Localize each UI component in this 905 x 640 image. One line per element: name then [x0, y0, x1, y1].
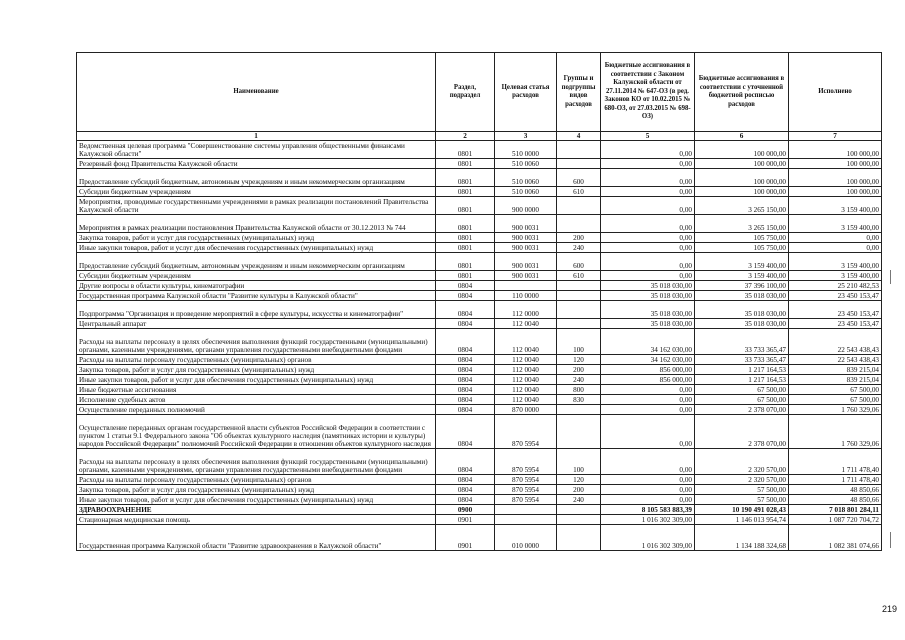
row-approved: 0,00 — [601, 415, 695, 449]
row-section: 0901 — [436, 525, 495, 551]
row-approved: 0,00 — [601, 385, 695, 395]
row-section: 0801 — [436, 233, 495, 243]
table-row — [77, 485, 882, 495]
row-section: 0801 — [436, 187, 495, 197]
row-refined: 100 000,00 — [695, 159, 789, 169]
row-section: 0804 — [436, 405, 495, 415]
row-name: Расходы на выплаты персоналу государственных (муниципальных) органов — [77, 355, 436, 365]
row-refined: 3 265 150,00 — [695, 197, 789, 215]
row-target: 900 0031 — [495, 233, 557, 243]
row-executed: 23 450 153,47 — [789, 301, 882, 319]
row-group: 600 — [557, 253, 601, 271]
header-refined: Бюджетные ассигнования в соответствии с уточненной бюджетной росписью расходов — [695, 53, 789, 132]
row-target: 870 5954 — [495, 475, 557, 485]
row-section: 0801 — [436, 271, 495, 281]
row-group — [557, 515, 601, 525]
row-approved: 0,00 — [601, 215, 695, 233]
table-row — [77, 475, 882, 485]
row-section: 0900 — [436, 505, 495, 515]
row-section: 0901 — [436, 515, 495, 525]
row-approved: 34 162 030,00 — [601, 329, 695, 355]
row-executed: 100 000,00 — [789, 141, 882, 159]
row-refined: 1 134 188 324,68 — [695, 525, 789, 551]
row-name: Иные закупки товаров, работ и услуг для обеспечения государственных (муниципальных) нужд — [77, 495, 436, 505]
row-target: 010 0000 — [495, 525, 557, 551]
row-approved: 35 018 030,00 — [601, 281, 695, 291]
row-executed: 100 000,00 — [789, 169, 882, 187]
table-body — [77, 141, 882, 551]
row-executed: 23 450 153,47 — [789, 291, 882, 301]
row-group — [557, 291, 601, 301]
budget-table — [76, 52, 882, 551]
row-executed: 67 500,00 — [789, 385, 882, 395]
row-group — [557, 505, 601, 515]
table-row — [77, 187, 882, 197]
table-row — [77, 159, 882, 169]
row-approved: 0,00 — [601, 271, 695, 281]
budget-page — [76, 52, 881, 551]
row-target — [495, 505, 557, 515]
table-row — [77, 243, 882, 253]
row-group: 800 — [557, 385, 601, 395]
scan-mark — [890, 270, 891, 284]
row-target: 510 0060 — [495, 169, 557, 187]
row-target: 112 0000 — [495, 301, 557, 319]
row-section: 0804 — [436, 449, 495, 475]
row-name: Осуществление переданных полномочий — [77, 405, 436, 415]
row-refined: 1 146 013 954,74 — [695, 515, 789, 525]
row-section: 0801 — [436, 141, 495, 159]
row-name: Предоставление субсидий бюджетным, автономным учреждениям и иным некоммерческим организациям — [77, 253, 436, 271]
row-group: 240 — [557, 495, 601, 505]
row-target: 112 0040 — [495, 319, 557, 329]
row-target: 110 0000 — [495, 291, 557, 301]
row-approved: 0,00 — [601, 449, 695, 475]
row-approved: 0,00 — [601, 141, 695, 159]
row-group — [557, 319, 601, 329]
row-group: 610 — [557, 187, 601, 197]
row-name: Субсидии бюджетным учреждениям — [77, 187, 436, 197]
row-target: 112 0040 — [495, 365, 557, 375]
header-name: Наименование — [77, 53, 436, 132]
row-executed: 3 159 400,00 — [789, 215, 882, 233]
row-name: Мероприятия в рамках реализации постановления Правительства Калужской области от 30.12.2013 № 744 — [77, 215, 436, 233]
row-group: 200 — [557, 485, 601, 495]
row-group — [557, 215, 601, 233]
table-row — [77, 449, 882, 475]
row-target: 112 0040 — [495, 395, 557, 405]
row-name: Расходы на выплаты персоналу в целях обеспечения выполнения функций государственными (муниципальными) органами, казенными учреждениями, органами управления государственными внебюджетными фондами — [77, 329, 436, 355]
row-section: 0804 — [436, 415, 495, 449]
row-approved: 8 105 583 883,39 — [601, 505, 695, 515]
row-section: 0801 — [436, 169, 495, 187]
row-executed: 100 000,00 — [789, 159, 882, 169]
row-section: 0804 — [436, 355, 495, 365]
row-section: 0804 — [436, 365, 495, 375]
row-group: 100 — [557, 329, 601, 355]
table-row — [77, 365, 882, 375]
table-row — [77, 301, 882, 319]
row-target: 900 0031 — [495, 215, 557, 233]
row-approved: 856 000,00 — [601, 375, 695, 385]
row-refined: 33 733 365,47 — [695, 329, 789, 355]
row-name: Закупка товаров, работ и услуг для государственных (муниципальных) нужд — [77, 365, 436, 375]
row-group — [557, 197, 601, 215]
table-row — [77, 355, 882, 365]
row-executed: 1 711 478,40 — [789, 449, 882, 475]
row-refined: 3 159 400,00 — [695, 253, 789, 271]
row-refined: 105 750,00 — [695, 233, 789, 243]
row-target: 900 0031 — [495, 243, 557, 253]
row-section: 0801 — [436, 253, 495, 271]
row-name: Субсидии бюджетным учреждениям — [77, 271, 436, 281]
row-approved: 0,00 — [601, 395, 695, 405]
row-executed: 67 500,00 — [789, 395, 882, 405]
page-number: 219 — [881, 604, 897, 614]
row-name: Ведомственная целевая программа "Совершенствование системы управления общественными финансами Калужской области" — [77, 141, 436, 159]
col-number: 1 — [77, 132, 436, 141]
row-refined: 37 396 100,00 — [695, 281, 789, 291]
row-refined: 10 190 491 028,43 — [695, 505, 789, 515]
row-group — [557, 281, 601, 291]
row-name: Осуществление переданных органам государственной власти субъектов Российской Федерации в соответствии с пунктом 1 статьи 9.1 Федерального закона "Об объектах культурного наследия (памятниках истории и культуры) народов Российской Федерации" полномочий Российской Федерации в отношении объектов культурного наследия — [77, 415, 436, 449]
row-executed: 839 215,04 — [789, 375, 882, 385]
column-number-row — [77, 132, 882, 141]
row-group: 240 — [557, 375, 601, 385]
row-section: 0804 — [436, 475, 495, 485]
row-target: 510 0000 — [495, 141, 557, 159]
row-group: 600 — [557, 169, 601, 187]
row-refined: 2 378 070,00 — [695, 405, 789, 415]
row-target: 870 5954 — [495, 415, 557, 449]
row-approved: 35 018 030,00 — [601, 291, 695, 301]
col-number: 7 — [789, 132, 882, 141]
col-number: 4 — [557, 132, 601, 141]
row-name: Предоставление субсидий бюджетным, автономным учреждениям и иным некоммерческим организациям — [77, 169, 436, 187]
row-approved: 1 016 302 309,00 — [601, 525, 695, 551]
row-refined: 105 750,00 — [695, 243, 789, 253]
row-executed: 0,00 — [789, 243, 882, 253]
row-group — [557, 159, 601, 169]
row-name: Другие вопросы в области культуры, кинематографии — [77, 281, 436, 291]
row-approved: 0,00 — [601, 187, 695, 197]
table-row — [77, 525, 882, 551]
row-group: 240 — [557, 243, 601, 253]
row-group: 610 — [557, 271, 601, 281]
row-name: Резервный фонд Правительства Калужской области — [77, 159, 436, 169]
table-row — [77, 319, 882, 329]
row-section: 0804 — [436, 485, 495, 495]
row-target: 870 5954 — [495, 495, 557, 505]
row-section: 0804 — [436, 375, 495, 385]
row-refined: 100 000,00 — [695, 187, 789, 197]
row-executed: 1 760 329,06 — [789, 415, 882, 449]
row-name: Исполнение судебных актов — [77, 395, 436, 405]
row-refined: 3 159 400,00 — [695, 271, 789, 281]
row-section: 0804 — [436, 291, 495, 301]
row-name: ЗДРАВООХРАНЕНИЕ — [77, 505, 436, 515]
row-group: 120 — [557, 355, 601, 365]
row-target: 112 0040 — [495, 355, 557, 365]
row-section: 0801 — [436, 243, 495, 253]
row-target — [495, 281, 557, 291]
row-group: 200 — [557, 365, 601, 375]
row-group: 120 — [557, 475, 601, 485]
table-row — [77, 505, 882, 515]
row-executed: 23 450 153,47 — [789, 319, 882, 329]
table-row — [77, 385, 882, 395]
row-approved: 0,00 — [601, 159, 695, 169]
row-target: 900 0031 — [495, 271, 557, 281]
row-refined: 3 265 150,00 — [695, 215, 789, 233]
row-target: 510 0060 — [495, 187, 557, 197]
row-section: 0804 — [436, 385, 495, 395]
row-section: 0804 — [436, 301, 495, 319]
row-executed: 839 215,04 — [789, 365, 882, 375]
header-section: Раздел, подраздел — [436, 53, 495, 132]
row-name: Центральный аппарат — [77, 319, 436, 329]
row-refined: 35 018 030,00 — [695, 291, 789, 301]
row-refined: 67 500,00 — [695, 385, 789, 395]
row-approved: 0,00 — [601, 169, 695, 187]
table-row — [77, 405, 882, 415]
row-approved: 0,00 — [601, 475, 695, 485]
row-approved: 0,00 — [601, 253, 695, 271]
row-group — [557, 405, 601, 415]
row-section: 0801 — [436, 215, 495, 233]
table-row — [77, 395, 882, 405]
row-name: Закупка товаров, работ и услуг для государственных (муниципальных) нужд — [77, 485, 436, 495]
table-row — [77, 141, 882, 159]
row-name: Государственная программа Калужской области "Развитие здравоохранения в Калужской области" — [77, 525, 436, 551]
row-name: Государственная программа Калужской области "Развитие культуры в Калужской области" — [77, 291, 436, 301]
row-approved: 0,00 — [601, 485, 695, 495]
row-executed: 25 210 482,53 — [789, 281, 882, 291]
row-name: Расходы на выплаты персоналу в целях обеспечения выполнения функций государственными (муниципальными) органами, казенными учреждениями, органами управления государственными внебюджетными фондами — [77, 449, 436, 475]
row-approved: 0,00 — [601, 405, 695, 415]
row-target: 112 0040 — [495, 375, 557, 385]
col-number: 3 — [495, 132, 557, 141]
row-target: 112 0040 — [495, 329, 557, 355]
table-row — [77, 169, 882, 187]
row-executed: 100 000,00 — [789, 187, 882, 197]
header-target: Целевая статья расходов — [495, 53, 557, 132]
row-refined: 57 500,00 — [695, 485, 789, 495]
row-name: Иные закупки товаров, работ и услуг для обеспечения государственных (муниципальных) нужд — [77, 243, 436, 253]
row-executed: 3 159 400,00 — [789, 253, 882, 271]
col-number: 2 — [436, 132, 495, 141]
row-name: Мероприятия, проводимые государственными учреждениями в рамках реализации постановлений Правительства Калужской области — [77, 197, 436, 215]
row-refined: 67 500,00 — [695, 395, 789, 405]
row-section: 0804 — [436, 281, 495, 291]
table-row — [77, 233, 882, 243]
row-refined: 35 018 030,00 — [695, 319, 789, 329]
row-name: Расходы на выплаты персоналу государственных (муниципальных) органов — [77, 475, 436, 485]
row-approved: 1 016 302 309,00 — [601, 515, 695, 525]
row-executed: 3 159 400,00 — [789, 197, 882, 215]
row-target: 112 0040 — [495, 385, 557, 395]
row-name: Иные бюджетные ассигнования — [77, 385, 436, 395]
row-group — [557, 525, 601, 551]
table-row — [77, 329, 882, 355]
row-target: 510 0060 — [495, 159, 557, 169]
row-refined: 2 378 070,00 — [695, 415, 789, 449]
row-group — [557, 415, 601, 449]
row-target: 900 0031 — [495, 253, 557, 271]
row-section: 0804 — [436, 395, 495, 405]
header-row — [77, 53, 882, 132]
row-target — [495, 515, 557, 525]
row-approved: 35 018 030,00 — [601, 319, 695, 329]
table-row — [77, 375, 882, 385]
row-refined: 2 320 570,00 — [695, 449, 789, 475]
row-executed: 1 082 381 074,66 — [789, 525, 882, 551]
table-row — [77, 515, 882, 525]
header-approved: Бюджетные ассигнования в соответствии с Законом Калужской области от 27.11.2014 № 647-ОЗ (в ред. Законов КО от 10.02.2015 № 680-ОЗ, от 27.03.2015 № 698-ОЗ) — [601, 53, 695, 132]
row-executed: 22 543 438,43 — [789, 355, 882, 365]
row-name: Подпрограмма "Организация и проведение мероприятий в сфере культуры, искусства и кинематографии" — [77, 301, 436, 319]
row-executed: 1 760 329,06 — [789, 405, 882, 415]
row-executed: 7 018 801 284,11 — [789, 505, 882, 515]
table-row — [77, 281, 882, 291]
row-target: 870 5954 — [495, 449, 557, 475]
row-executed: 48 850,66 — [789, 485, 882, 495]
row-section: 0804 — [436, 319, 495, 329]
row-executed: 22 543 438,43 — [789, 329, 882, 355]
row-executed: 48 850,66 — [789, 495, 882, 505]
table-row — [77, 197, 882, 215]
row-target: 900 0000 — [495, 197, 557, 215]
row-approved: 35 018 030,00 — [601, 301, 695, 319]
row-refined: 35 018 030,00 — [695, 301, 789, 319]
row-group: 200 — [557, 233, 601, 243]
row-executed: 1 711 478,40 — [789, 475, 882, 485]
table-row — [77, 415, 882, 449]
row-refined: 1 217 164,53 — [695, 365, 789, 375]
row-refined: 1 217 164,53 — [695, 375, 789, 385]
col-number: 5 — [601, 132, 695, 141]
row-section: 0804 — [436, 495, 495, 505]
row-approved: 856 000,00 — [601, 365, 695, 375]
row-refined: 100 000,00 — [695, 141, 789, 159]
row-name: Иные закупки товаров, работ и услуг для обеспечения государственных (муниципальных) нужд — [77, 375, 436, 385]
row-executed: 1 087 720 704,72 — [789, 515, 882, 525]
row-group: 100 — [557, 449, 601, 475]
row-refined: 100 000,00 — [695, 169, 789, 187]
row-refined: 33 733 365,47 — [695, 355, 789, 365]
table-row — [77, 291, 882, 301]
row-refined: 57 500,00 — [695, 495, 789, 505]
header-group: Группы и подгруппы видов расходов — [557, 53, 601, 132]
row-section: 0804 — [436, 329, 495, 355]
row-group — [557, 301, 601, 319]
row-approved: 0,00 — [601, 197, 695, 215]
table-row — [77, 215, 882, 233]
header-executed: Исполнено — [789, 53, 882, 132]
row-group: 830 — [557, 395, 601, 405]
row-section: 0801 — [436, 197, 495, 215]
row-group — [557, 141, 601, 159]
row-refined: 2 320 570,00 — [695, 475, 789, 485]
row-approved: 0,00 — [601, 495, 695, 505]
row-section: 0801 — [436, 159, 495, 169]
col-number: 6 — [695, 132, 789, 141]
row-executed: 3 159 400,00 — [789, 271, 882, 281]
row-name: Стационарная медицинская помощь — [77, 515, 436, 525]
row-executed: 0,00 — [789, 233, 882, 243]
row-approved: 34 162 030,00 — [601, 355, 695, 365]
row-name: Закупка товаров, работ и услуг для государственных (муниципальных) нужд — [77, 233, 436, 243]
table-row — [77, 271, 882, 281]
row-approved: 0,00 — [601, 243, 695, 253]
table-row — [77, 253, 882, 271]
row-target: 870 0000 — [495, 405, 557, 415]
row-target: 870 5954 — [495, 485, 557, 495]
scan-mark — [890, 532, 891, 548]
row-approved: 0,00 — [601, 233, 695, 243]
table-row — [77, 495, 882, 505]
